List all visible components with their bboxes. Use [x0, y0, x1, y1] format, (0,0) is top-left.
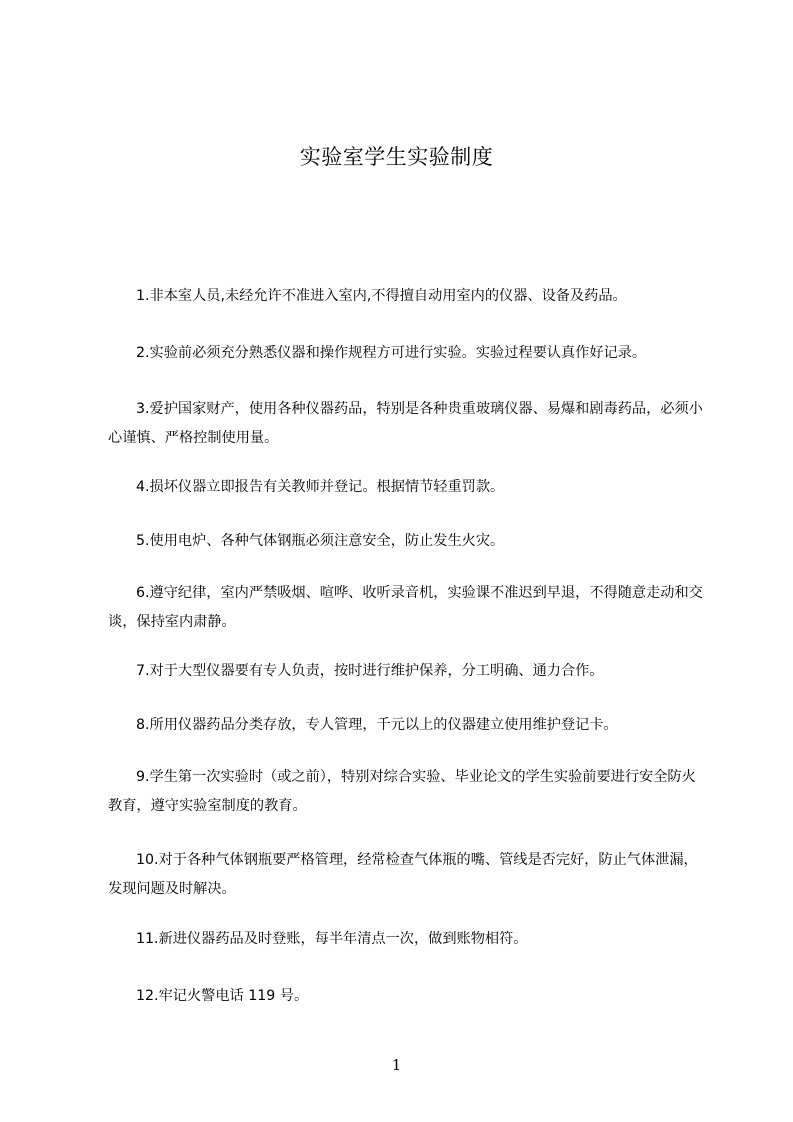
- rule-item-6: 6.遵守纪律，室内严禁吸烟、喧哗、收听录音机，实验课不准迟到早退，不得随意走动和交谈，保持室内肃静。: [108, 585, 703, 630]
- rule-item-11: 11.新进仪器药品及时登账，每半年清点一次，做到账物相符。: [136, 931, 528, 947]
- page-number: 1: [391, 1056, 402, 1074]
- rule-item-3: 3.爱护国家财产，使用各种仪器药品，特别是各种贵重玻璃仪器、易爆和剧毒药品，必须小心谨慎、严格控制使用量。: [108, 401, 703, 446]
- document-title: 实验室学生实验制度: [299, 145, 494, 169]
- rule-item-9: 9.学生第一次实验时（或之前），特别对综合实验、毕业论文的学生实验前要进行安全防火教育，遵守实验室制度的教育。: [108, 769, 696, 814]
- rule-item-10: 10.对于各种气体钢瓶要严格管理，经常检查气体瓶的嘴、管线是否完好，防止气体泄漏，发现问题及时解决。: [108, 852, 698, 897]
- rule-item-7: 7.对于大型仪器要有专人负责，按时进行维护保养，分工明确、通力合作。: [136, 663, 604, 679]
- rule-item-5: 5.使用电炉、各种气体钢瓶必须注意安全，防止发生火灾。: [136, 533, 505, 549]
- rule-item-4: 4.损坏仪器立即报告有关教师并登记。根据情节轻重罚款。: [136, 479, 505, 495]
- rule-item-1: 1.非本室人员,未经允许不准进入室内,不得擅自动用室内的仪器、设备及药品。: [136, 288, 627, 304]
- rule-item-2: 2.实验前必须充分熟悉仪器和操作规程方可进行实验。实验过程要认真作好记录。: [136, 345, 647, 361]
- rule-item-12: 12.牢记火警电话 119 号。: [136, 988, 309, 1004]
- rule-item-8: 8.所用仪器药品分类存放，专人管理，千元以上的仪器建立使用维护登记卡。: [136, 717, 618, 733]
